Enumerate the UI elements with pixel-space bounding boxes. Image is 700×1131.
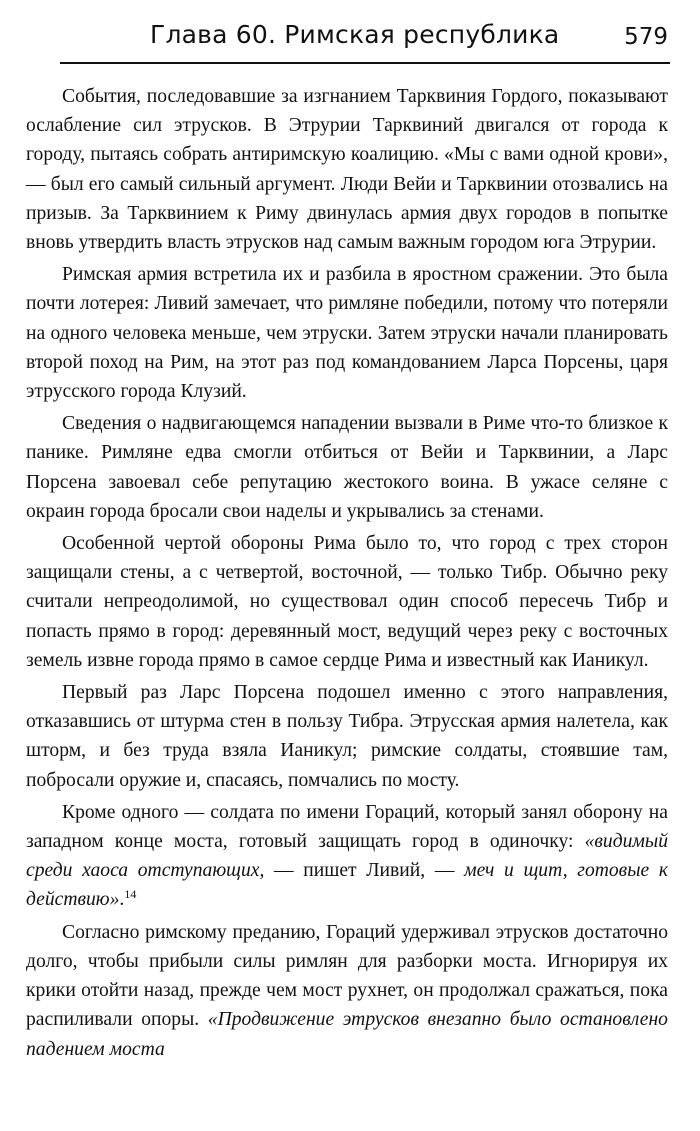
paragraph-2: Римская армия встретила их и разбила в яростном сражении. Это была почти лотерея: Ливий замечает, что римляне победили, потому что потеряли на одного человека меньше, чем этруски. Затем этруски начали планировать второй поход на Рим, на этот раз под командованием Ларса Порсены, царя этрусского города Клузий.	[26, 264, 668, 403]
chapter-title: Глава 60. Римская республика	[150, 20, 560, 49]
paragraph-6	[26, 798, 668, 915]
footnote-marker: 14	[124, 887, 137, 902]
paragraph-6-lead: Кроме одного — солдата по имени Гораций, который занял оборону на западном конце моста, готовый защищать город в одиночку:	[26, 801, 668, 853]
paragraph-6-mid: — пишет Ливий, —	[264, 860, 465, 882]
body-text	[26, 82, 668, 1064]
paragraph-1: События, последовавшие за изгнанием Тарквиния Гордого, показывают ослабление сил этрусков. В Этрурии Тарквиний двигался от города к городу, пытаясь собрать антиримскую коалицию. «Мы с вами одной крови», — был его самый сильный аргумент. Люди Вейи и Тарквинии отозвались на призыв. За Тарквинием к Риму двинулась армия двух городов в попытке вновь утвердить власть этрусков над самым важным городом юга Этрурии.	[26, 86, 668, 254]
livy-quote-1: «видимый среди хаоса отступающих,	[26, 831, 668, 882]
running-header	[60, 18, 670, 64]
livy-quote-2: меч и щит, готовые к действию»	[26, 860, 668, 911]
paragraph-4: Особенной чертой обороны Рима было то, что город с трех сторон защищали стены, а с четвертой, восточной, — только Тибр. Обычно реку считали непреодолимой, но существовал один способ пересечь Тибр и попасть прямо в город: деревянный мост, ведущий через реку с восточных земель извне города прямо в самое сердце Рима и известный как Ианикул.	[26, 533, 668, 671]
paragraph-5: Первый раз Ларс Порсена подошел именно с этого направления, отказавшись от штурма стен в пользу Тибра. Этрусская армия налетела, как шторм, и без труда взяла Ианикул; римские солдаты, стоявшие там, побросали оружие и, спасаясь, помчались по мосту.	[26, 682, 668, 791]
paragraph-7-lead: Согласно римскому преданию, Гораций удерживал этрусков достаточно долго, чтобы прибыли силы римлян для разборки моста. Игнорируя их крики отойти назад, прежде чем мост рухнет, он продолжал сражаться, пока распиливали опоры.	[26, 921, 668, 1031]
paragraph-7	[26, 918, 668, 1064]
paragraph-7-quote: «Продвижение этрусков внезапно было остановлено падением моста	[26, 1009, 668, 1060]
paragraph-3: Сведения о надвигающемся нападении вызвали в Риме что-то близкое к панике. Римляне едва смогли отбиться от Вейи и Тарквинии, а Ларс Порсена завоевал себе репутацию жестокого воина. В ужасе селяне с окраин города бросали свои наделы и укрывались за стенами.	[26, 413, 668, 522]
paragraph-6-tail: .	[119, 889, 125, 911]
page-number: 579	[624, 24, 668, 50]
